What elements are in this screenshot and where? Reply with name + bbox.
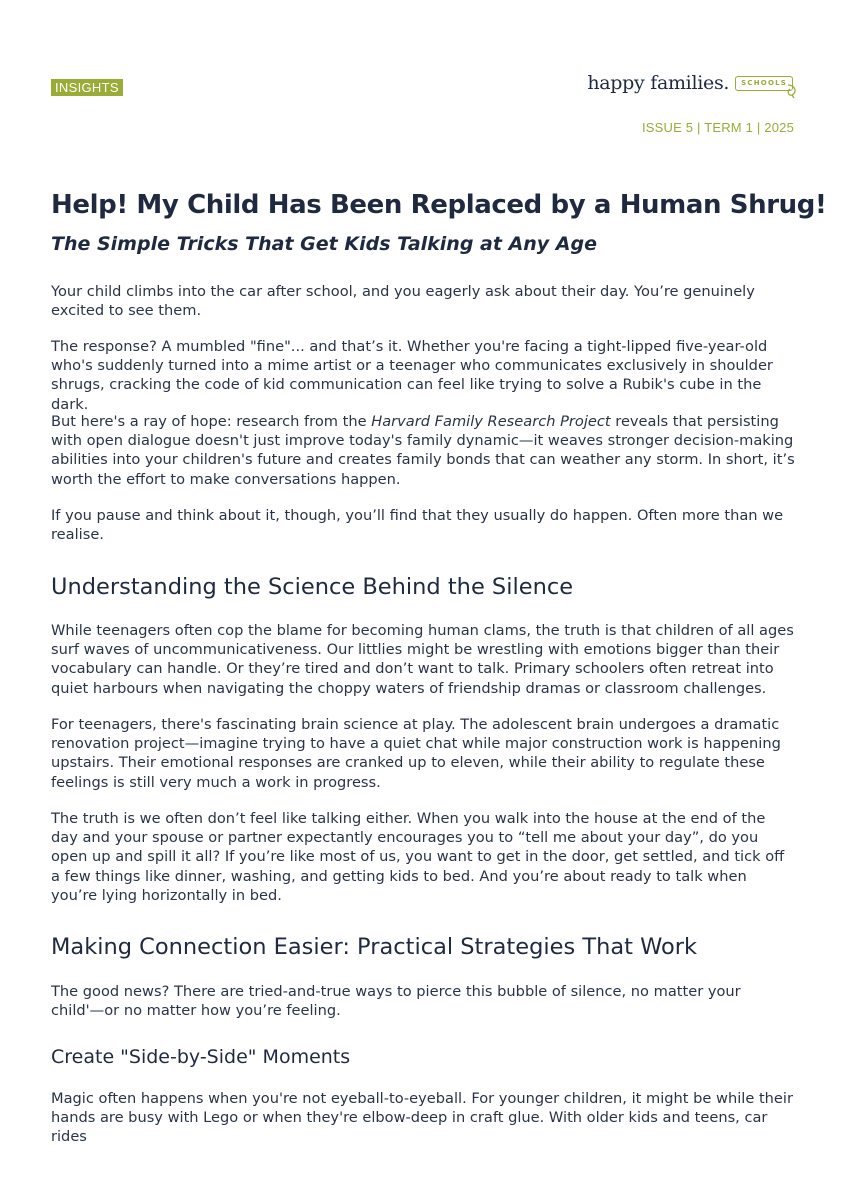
- science-paragraph-3: The truth is we often don’t feel like talking either. When you walk into the house at the end of the day and your spouse or partner expectantly encourages you to “tell me about your day”, do you open up and spill it all? If you’re like most of us, you want to get in the door, get settled, and tick off a few things like dinner, washing, and getting kids to bed. And you’re about ready to talk when you’re lying horizontally in bed.: [51, 810, 785, 904]
- intro-paragraph-3: [51, 412, 796, 489]
- subsection-heading-side-by-side: Create "Side-by-Side" Moments: [51, 1046, 351, 1068]
- brand-name: happy families.: [587, 72, 730, 94]
- intro-paragraph-4: If you pause and think about it, though, you’ll find that they usually do happen. Often more than we realise.: [51, 507, 784, 544]
- strategies-paragraph-1: The good news? There are tried-and-true ways to pierce this bubble of silence, no matter your child'—or no matter how you’re feeling.: [51, 983, 741, 1020]
- side-by-side-paragraph: Magic often happens when you're not eyeball-to-eyeball. For younger children, it might be while their hands are busy with Lego or when they're elbow-deep in craft glue. With older kids and teens, car rides: [51, 1090, 793, 1146]
- science-paragraph-2: For teenagers, there's fascinating brain science at play. The adolescent brain undergoes a dramatic renovation project—imagine trying to have a quiet chat while major construction work is happening upstairs. Their emotional responses are cranked up to eleven, while their ability to regulate these feelings is still very much a work in progress.: [51, 716, 781, 791]
- side-by-side-paragraph-clip: [51, 1089, 796, 1146]
- article-subtitle: The Simple Tricks That Get Kids Talking at Any Age: [51, 233, 597, 255]
- intro-paragraph-2: The response? A mumbled "fine"... and that’s it. Whether you're facing a tight-lipped five-year-old who's suddenly turned into a mime artist or a teenager who communicates exclusively in shoulder shrugs, cracking the code of kid communication can feel like trying to solve a Rubik's cube in the dark.: [51, 338, 773, 413]
- brand-badge: [735, 76, 793, 91]
- science-paragraph-1: While teenagers often cop the blame for becoming human clams, the truth is that children of all ages surf waves of uncommunicativeness. Our littlies might be wrestling with emotions bigger than their vocabulary can handle. Or they’re tired and don’t want to talk. Primary schoolers often retreat into quiet harbours when navigating the choppy waters of friendship dramas or classroom challenges.: [51, 622, 794, 697]
- intro-paragraph-3-before: But here's a ray of hope: research from the: [51, 413, 372, 430]
- article-title: Help! My Child Has Been Replaced by a Human Shrug!: [51, 190, 827, 220]
- intro-paragraph-1: Your child climbs into the car after school, and you eagerly ask about their day. You’re genuinely excited to see them.: [51, 283, 755, 320]
- section-heading-strategies: Making Connection Easier: Practical Strategies That Work: [51, 934, 698, 960]
- research-source: Harvard Family Research Project: [371, 413, 611, 430]
- section-heading-science: Understanding the Science Behind the Silence: [51, 574, 574, 600]
- brand-logo: [587, 72, 793, 94]
- issue-line: ISSUE 5 | TERM 1 | 2025: [641, 120, 794, 135]
- leaf-icon: [786, 83, 798, 99]
- category-tag: INSIGHTS: [51, 79, 123, 96]
- brand-badge-label: SCHOOLS: [741, 78, 787, 87]
- intro-paragraph-3-after: reveals that persisting with open dialogue doesn't just improve today's family dynamic—it weaves stronger decision-making abilities into your children's future and creates family bonds that can weather any storm. In short, it’s worth the effort to make conversations happen.: [51, 413, 795, 488]
